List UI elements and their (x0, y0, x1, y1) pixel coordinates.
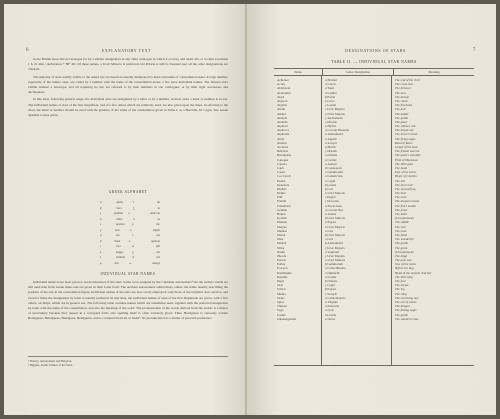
meaning-cell: The thigh (395, 253, 408, 258)
designation-cell: α Leonis (325, 274, 337, 279)
designation-cell: ε Orionis (325, 119, 337, 124)
left-running-title: EXPLANATORY TEXT (101, 48, 152, 53)
greek-letter-cell: delta (116, 216, 123, 221)
star-name-cell: Antares (277, 140, 287, 145)
star-name-cell: Achernar (277, 78, 289, 82)
star-name-cell: Alphard (277, 124, 288, 129)
designation-cell: σ Sagittarii (325, 249, 340, 254)
greek-letter-cell: κ (100, 249, 102, 254)
designation-cell: β Cassiopeiæ (325, 165, 342, 170)
designation-cell: α Carinæ (325, 157, 337, 162)
column-header-designation: Letter Designation (323, 69, 394, 75)
star-name-cell: Aldebaran (277, 86, 291, 91)
star-name-cell: Algorab (277, 98, 288, 103)
meaning-cell: The dragon's head (395, 199, 419, 204)
meaning-cell: The raven (395, 98, 408, 103)
designation-cell: α Ursæ Majoris (325, 191, 345, 196)
designation-cell: α Aquilæ (325, 136, 337, 141)
star-name-cell: Arcturus (277, 145, 289, 149)
left-running-head (26, 48, 230, 53)
meaning-cell: The nose (395, 228, 407, 233)
meaning-cell: The girdle (395, 312, 409, 317)
star-name-cell: Alioth (277, 107, 286, 112)
individual-names-title: INDIVIDUAL STAR NAMES (100, 272, 156, 276)
star-name-cell: Alpheratz (277, 132, 290, 137)
star-name-cell: Shaula (277, 291, 286, 296)
greek-letter-cell: rho (156, 222, 160, 226)
star-name-cell: Altair (277, 136, 285, 141)
star-name-cell: Phecda (277, 253, 287, 258)
greek-letter-cell: mu (114, 260, 119, 265)
meaning-cell: The little king (395, 274, 413, 279)
right-running-head (272, 48, 476, 53)
left-page-number: 6 (26, 48, 30, 53)
designation-cell: β Andromedæ (325, 241, 344, 246)
book-gutter (245, 4, 247, 415)
star-name-cell: Deneb (277, 178, 286, 183)
meaning-cell: The southern claw (395, 316, 419, 321)
star-name-cell: Algol (277, 94, 285, 99)
designation-cell: α Arietis (325, 212, 337, 216)
designation-cell: δ Corvi (325, 98, 335, 103)
star-name-cell: Rasalhague (277, 270, 292, 275)
star-name-cell: Markab (277, 220, 287, 225)
individual-names-text (28, 280, 228, 324)
table-header (274, 69, 474, 76)
designation-cell: α Hydræ (325, 124, 337, 129)
greek-letter-cell: iota (116, 244, 121, 248)
meaning-cell: Head of the serpent charmer (395, 270, 432, 275)
designation-cell: δ Leonis (325, 312, 336, 317)
designation-cell: α Orionis (325, 153, 338, 158)
greek-letter-cell: φ (132, 244, 134, 248)
star-name-cell: Mizar (277, 245, 285, 250)
designation-cell: δ Ursæ Majoris (325, 224, 345, 229)
designation-cell: α Draconis (325, 304, 339, 309)
greek-letter-cell: pi (157, 216, 160, 221)
meaning-cell: The bright one (395, 128, 414, 133)
star-name-cell: Betelgeuse (277, 153, 291, 158)
left-page (4, 4, 250, 415)
greek-letter-cell: ν (132, 200, 135, 204)
paragraph: Individual names have been given to several hundred of the stars. Some were assigned by the Chaldean astronomers¹ but the earliest which are still used date from Greek times and are given in their Latin form. The Arabian astronomers added many others, the name usually describing the position of the star in the constellation figure. Individual names of the stars are now rarely employed; only those of the brightest stars survive, and even for these the designation by letter is usually preferred. In this atlas, the individual names of stars of the first magnitude are given, with a few others, on Maps, which are in general use. The following table contains names which are sometimes used, together with the preferred designation by letter with the name of the constellation, and also the meaning of the word. The pronunciation of the words derived from the Arabic is a matter of uncertainty because they appear in a corrupted form, also spelling itself is often variously given. Thus, Betelgeuse is variously written Betelgeuze, Betelgueze, Betelgeux, Betelgeuse, and is corrupted from ibt al Jauzā². No pronunciation is a matter of personal preference. (28, 280, 228, 321)
designation-cell: β Ceti (325, 186, 333, 191)
meaning-cell: The lamb (395, 212, 407, 216)
designation-cell: β Pegasi (325, 287, 336, 292)
greek-letter-cell: η (100, 233, 102, 237)
star-name-cell: Sirius (277, 295, 285, 300)
meaning-cell: The cross star (395, 82, 413, 87)
greek-letter-cell: sigma (152, 227, 160, 232)
greek-letter-cell: chi (156, 249, 160, 254)
designation-cell: α Coronæ Borealis (325, 128, 349, 133)
star-name-cell: Mirach (277, 241, 287, 246)
star-name-cell: Spica (277, 299, 285, 304)
greek-letter-cell: omega (151, 260, 160, 265)
meaning-cell: One of the twins (395, 170, 416, 175)
greek-letter-cell: δ (100, 216, 102, 221)
greek-letter-cell: epsilon (116, 222, 125, 226)
meaning-cell: The falling eagle (395, 308, 417, 313)
meaning-cell: The arm (395, 90, 406, 95)
meaning-cell: The wonderful (395, 237, 414, 242)
star-name-cell: Alnilam (277, 119, 288, 124)
meaning-cell: Rival of Mars (395, 140, 413, 145)
star-names-table (274, 68, 474, 366)
meaning-cell: The groin (395, 245, 408, 250)
right-running-title: DESIGNATIONS OF STARS (345, 48, 406, 53)
greek-letter-cell: χ (132, 249, 134, 254)
paragraph: In this atlas, following general usage, the individual stars are designated by a letter or by a number, in most cases a letter or number is in use. The individual names of stars of the first magnitude, and of a few others which are relatively used, are also given upon the maps. In referring to the chart, the letter or number should be used with the genitive of the name of the constellation given in Table I, as a Herculis, 62 Cygni. The Greek alphabet is here given. (28, 97, 228, 118)
star-name-cell: Fomalhaut (277, 203, 291, 208)
meaning-cell: The leader (395, 111, 409, 116)
meaning-cell: The foot (395, 279, 406, 283)
column-header-meaning: Meaning (428, 70, 440, 74)
greek-letter-cell: α (100, 200, 102, 204)
greek-letter-cell: π (133, 216, 135, 221)
star-name-cell: Caph (277, 165, 284, 170)
meaning-cell: The end of the river (395, 78, 421, 82)
greek-letter-cell: ο (128, 211, 130, 215)
designation-cell: β Ursæ Minoris (325, 216, 346, 221)
greek-alphabet-title: GREEK ALPHABET (108, 190, 148, 194)
designation-cell: α Coronæ Bor. (325, 207, 344, 212)
meaning-cell: The jewel (395, 207, 408, 212)
star-name-cell: Regulus (277, 274, 288, 279)
greek-letter-row (100, 261, 160, 267)
designation-cell: ο Ceti (325, 237, 333, 242)
greek-letter-cell: μ (100, 260, 102, 265)
greek-letter-cell: xi (157, 205, 160, 210)
designation-cell: α Ophiuchi (325, 270, 340, 275)
column-header-name: Name (274, 69, 323, 75)
designation-cell: α Lyræ (325, 308, 335, 313)
designation-cell: γ Leonis (325, 103, 336, 108)
star-name-cell: Mira (277, 237, 284, 242)
star-name-cell: Castor (277, 170, 286, 175)
star-name-cell: Sadr (277, 283, 283, 288)
greek-letter-cell: β (100, 205, 102, 210)
greek-letter-cell: theta (114, 238, 121, 243)
designation-cell: β Leonis (325, 182, 337, 187)
designation-cell: γ Ursæ Majoris (325, 253, 345, 258)
designation-cell: α Andromedæ (325, 132, 344, 137)
footnotes (28, 356, 228, 367)
designation-cell: α Boötis (325, 145, 336, 149)
greek-letter-cell: σ (129, 227, 132, 232)
designation-cell: β Persei (325, 94, 336, 99)
meaning-cell: The pole star (395, 258, 412, 263)
designation-cell: α Cygni (325, 178, 336, 183)
meaning-cell: The female warrior (395, 149, 420, 154)
meaning-cell: The fish's mouth (395, 203, 416, 208)
greek-letter-cell: lambda (116, 255, 125, 259)
greek-letter-cell: ζ (100, 227, 102, 232)
meaning-cell: The girdle (395, 115, 409, 120)
star-name-cell: Alderamin (277, 90, 291, 95)
star-name-cell: Vega (277, 308, 284, 313)
meaning-cell: The little goat (395, 161, 413, 166)
greek-letter-cell: ξ (133, 205, 135, 210)
meaning-cell: The breast (395, 283, 409, 288)
greek-letter-cell: alpha (116, 200, 123, 204)
right-page-number: 7 (472, 48, 476, 53)
greek-letter-cell: psi (156, 255, 160, 259)
meaning-cell: The saddle (395, 220, 409, 225)
greek-letter-cell: ρ (132, 222, 134, 226)
star-name-cell: Capella (277, 161, 287, 166)
meanings-column (392, 76, 474, 365)
designation-cell: γ Cygni (325, 283, 335, 288)
greek-letter-cell: υ (128, 238, 131, 243)
star-name-cell: Thuban (277, 304, 287, 309)
meaning-cell: The bull (395, 107, 406, 112)
designation-cell: β Orionis (325, 279, 337, 283)
greek-letter-cell: nu (156, 200, 160, 204)
meaning-cell: The pearl (395, 119, 408, 124)
star-name-cell: Alkaid (277, 111, 286, 116)
greek-letter-cell: ι (100, 244, 101, 248)
meaning-cell: The bear (395, 191, 407, 196)
star-name-cell: Zubenelgenubi (277, 316, 297, 321)
meaning-cell: Guard of the bear (395, 145, 418, 149)
meaning-cell: The second frog (395, 186, 416, 191)
designation-cell: α Canis Minoris (325, 266, 346, 271)
designation-cell: α Geminorum (325, 170, 343, 175)
designation-cell: α Ursæ Minoris (325, 258, 346, 263)
paragraph: The majority of stars readily visible to the naked eye are therefore usually designated by letter and name of constellation alone. A large number, especially of the fainter ones, are called by a number with the name of the constellation alone; a few have individual names. The faintest stars visible without a telescope, and all requiring its aid, are referred to by their numbers in star catalogues, or by their right ascensions and declinations. (28, 74, 228, 95)
designation-cell: α Cephei (325, 90, 337, 95)
star-name-cell: Merak (277, 232, 286, 237)
designation-cell: β Ursæ Majoris (325, 232, 345, 237)
designation-cell: α Piscis Aust. (325, 203, 343, 208)
star-name-cell: Almach (277, 115, 288, 120)
designation-cell: ε Pegasi (325, 195, 336, 200)
meaning-cell: Before the dog (395, 266, 414, 271)
table-title: TABLE II. — INDIVIDUAL STAR NAMES (331, 60, 417, 64)
designation-cell: α Tauri (325, 86, 335, 91)
greek-letter-cell: beta (116, 205, 122, 210)
meaning-cell: The hand (395, 165, 407, 170)
right-page (250, 4, 496, 415)
designation-cell: α Libræ (325, 316, 336, 321)
greek-letter-cell: phi (156, 244, 160, 248)
greek-letter-cell: λ (100, 255, 102, 259)
star-name-cell: Etamin (277, 199, 287, 204)
designation-cell: α Canum Ven. (325, 174, 344, 179)
meaning-cell: Pilot of Menelaus (395, 157, 418, 162)
star-name-cell: Scheat (277, 287, 286, 292)
designation-cell: α Aurigæ (325, 161, 338, 166)
meaning-cell: The follower (395, 86, 412, 91)
star-name-cell: Enif (277, 195, 283, 200)
meaning-cell: The nose (395, 195, 407, 200)
greek-letter-cell: tau (156, 233, 160, 237)
designation-cell: β Geminorum (325, 262, 343, 267)
meaning-cell: The flying eagle (395, 136, 416, 141)
star-name-cell: Diphda (277, 186, 287, 191)
designation-cell: γ Orionis (325, 149, 337, 154)
meaning-cell: The leg (395, 287, 405, 292)
meaning-cell: The forehead (395, 103, 412, 108)
meaning-cell: One of the twins (395, 262, 416, 267)
designation-cell: α Canis Majoris (325, 295, 346, 300)
designation-cell: α Pegasi (325, 220, 336, 225)
greek-letter-cell: ε (100, 222, 102, 226)
designation-cell: ζ Ursæ Majoris (325, 245, 345, 250)
designation-cell: α Ceti (325, 228, 333, 233)
star-name-cell: Canopus (277, 157, 289, 162)
meaning-cell: The dragon (395, 304, 410, 309)
star-name-cell: Bellatrix (277, 149, 289, 154)
meaning-cell: (Unexplained) (395, 216, 414, 221)
footnote: ¹ Thierry, Astronomers and Babylon. (28, 359, 72, 363)
book-spread (4, 4, 496, 415)
greek-letter-cell: θ (100, 238, 102, 243)
designation-cell: γ Draconis (325, 199, 339, 204)
star-name-cell: Denebola (277, 182, 290, 187)
greek-alphabet-table (100, 200, 160, 266)
greek-letter-cell: τ (132, 233, 134, 237)
star-name-cell: Megrez (277, 224, 287, 229)
meaning-cell: The giant's shoulder (395, 153, 422, 158)
meaning-cell: The tail (395, 178, 405, 183)
star-name-cell: Rigel (277, 279, 284, 283)
star-name-cell: Polaris (277, 258, 286, 263)
meaning-cell: The solitary one (395, 124, 416, 129)
paragraph: in the British Association Catalogue (or by a similar designation in any other catalogue in which it occurs), and under 20s or in right ascension 1 h. 21 min.; declination + 88° 46'. Of these names, a Ursæ Minoris is preferred, but Polaris is still its frequent use; all the other designations are obsolete. (28, 57, 228, 72)
meaning-cell: Heart of Charles (395, 174, 417, 179)
meaning-cell: The sting (395, 291, 407, 296)
designation-cell: α Virginis (325, 299, 338, 304)
star-name-cell: Dubhe (277, 191, 286, 196)
greek-letter-cell: eta (116, 233, 120, 237)
greek-letter-cell: kappa (116, 249, 124, 254)
meaning-cell: The girdle (395, 241, 409, 246)
designation-cell: α Eridani (325, 78, 337, 82)
meaning-cell: The lion's tail (395, 182, 413, 187)
greek-letter-cell: ω (129, 260, 132, 265)
star-name-cell: Acrux (277, 82, 285, 87)
designation-cell: γ Andromedæ (325, 115, 343, 120)
star-name-cell: Hamal (277, 212, 286, 216)
meaning-cell: The root (395, 224, 406, 229)
meaning-cell: The horse's navel (395, 132, 418, 137)
names-column (274, 76, 322, 365)
designation-cell: ε Ursæ Majoris (325, 107, 345, 112)
greek-letter-cell: zeta (114, 227, 120, 232)
star-name-cell: Menkar (277, 228, 287, 233)
greek-letter-cell: gamma (114, 211, 123, 215)
star-name-cell: Alphecca (277, 128, 290, 133)
designation-cell: α Scorpii (325, 140, 337, 145)
star-name-cell: Zosma (277, 312, 286, 317)
greek-letter-cell: γ (100, 211, 102, 215)
star-name-cell: Nunki (277, 249, 285, 254)
star-name-cell: Cor Caroli (277, 174, 291, 179)
star-name-cell: Kochab (277, 216, 287, 221)
designation-cell: η Ursæ Majoris (325, 111, 345, 116)
explanatory-text (28, 57, 228, 120)
star-name-cell: Algieba (277, 103, 288, 108)
designations-column (322, 76, 392, 365)
greek-letter-cell: ψ (132, 255, 135, 259)
meaning-cell: (Unexplained) (395, 249, 414, 254)
meaning-cell: The ear of wheat (395, 299, 417, 304)
greek-letter-cell: upsilon (151, 238, 160, 243)
meaning-cell: The scorching one (395, 295, 419, 300)
designation-cell: α Crucis (325, 82, 336, 87)
greek-letter-cell: omicron (150, 211, 160, 215)
footnote: ² Higgins, Arabic Names of the Stars. (28, 363, 73, 368)
star-name-cell: Procyon (277, 266, 288, 271)
star-name-cell: Pollux (277, 262, 286, 267)
meaning-cell: The demon (395, 94, 410, 99)
meaning-cell: The flank (395, 232, 407, 237)
star-name-cell: Gemma (277, 207, 288, 212)
designation-cell: λ Scorpii (325, 291, 337, 296)
